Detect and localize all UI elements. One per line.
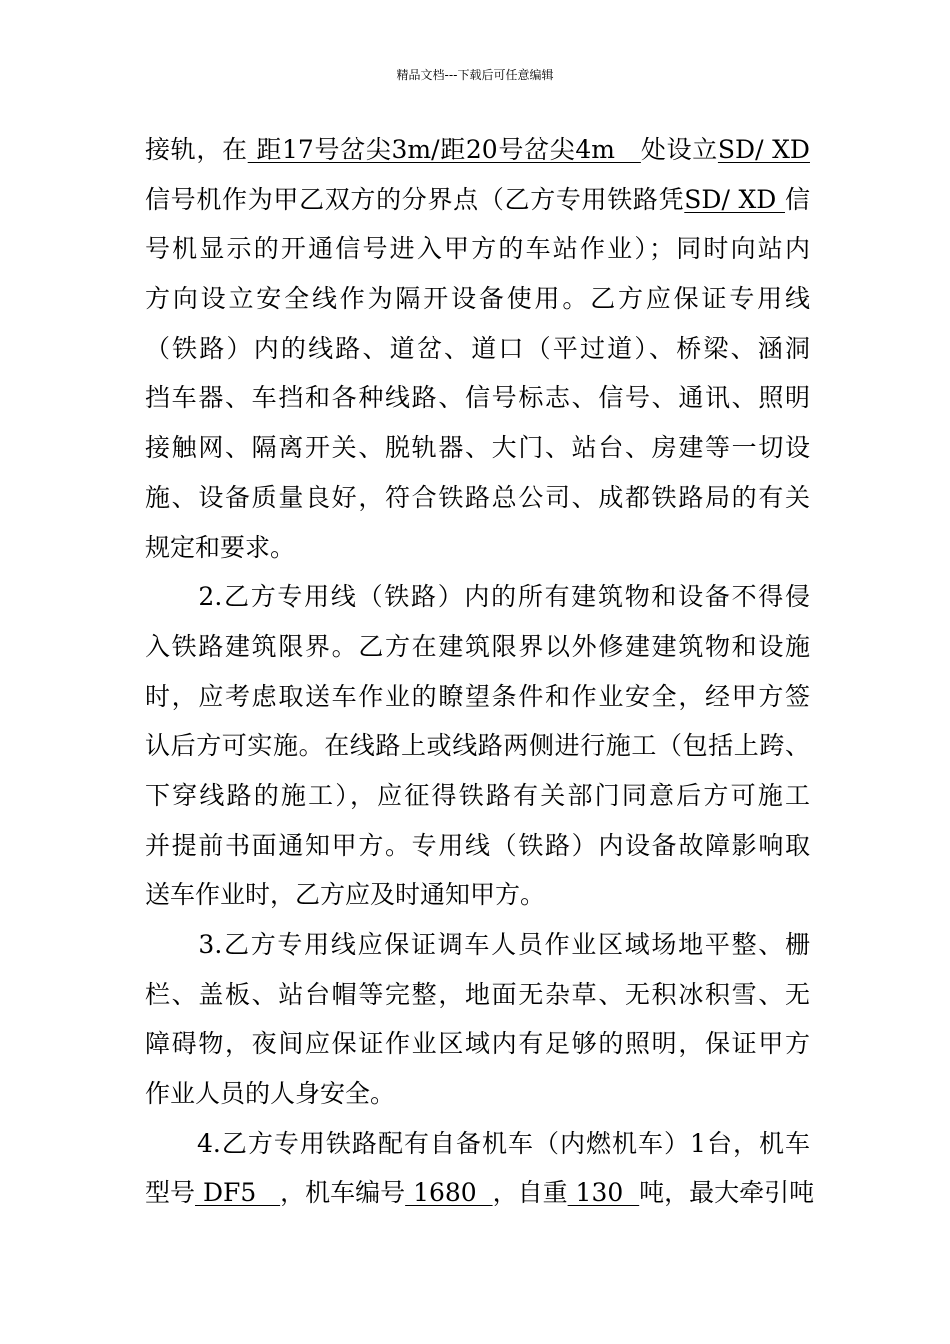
text-segment: 认后方可实施。在线路上或线路两侧进行施工（包括上跨、 — [145, 731, 810, 761]
text-segment: ，机车编号 — [280, 1178, 406, 1208]
text-line — [145, 920, 810, 970]
filled-blank: 距17号岔尖3m/距20号岔尖4m — [247, 135, 641, 164]
text-line — [145, 1168, 815, 1218]
text-segment: 2.乙方专用线（铁路）内的所有建筑物和设备不得侵 — [145, 582, 810, 612]
text-line — [145, 572, 810, 622]
text-segment: 规定和要求。 — [145, 532, 296, 562]
text-line — [145, 274, 810, 324]
text-line — [145, 870, 810, 920]
text-segment: 接触网、隔离开关、脱轨器、大门、站台、房建等一切设 — [145, 433, 810, 463]
text-line — [145, 373, 810, 423]
filled-blank: SD/ XD — [717, 135, 810, 164]
text-line — [145, 423, 810, 473]
text-line — [145, 721, 810, 771]
text-line — [145, 473, 810, 523]
text-segment: 时，应考虑取送车作业的瞭望条件和作业安全，经甲方签 — [145, 681, 810, 711]
text-segment: 栏、盖板、站台帽等完整，地面无杂草、无积冰积雪、无 — [145, 979, 810, 1009]
text-segment: 施、设备质量良好，符合铁路总公司、成都铁路局的有关 — [145, 482, 810, 512]
text-line — [145, 324, 810, 374]
filled-blank: SD/ XD — [684, 184, 785, 214]
text-line — [145, 523, 810, 573]
text-segment: 4.乙方专用铁路配有自备机车（内燃机车）1台，机车 — [145, 1128, 810, 1158]
text-segment: （铁路）内的线路、道岔、道口（平过道）、桥梁、涵洞 — [145, 333, 810, 363]
text-segment: 3.乙方专用线应保证调车人员作业区域场地平整、栅 — [145, 930, 810, 959]
text-segment: 作业人员的人身安全。 — [145, 1079, 396, 1109]
text-segment: 信 — [784, 184, 810, 214]
text-line — [145, 1069, 810, 1119]
text-line — [145, 672, 810, 722]
filled-blank: DF5 — [195, 1178, 281, 1208]
text-line — [145, 1019, 810, 1069]
text-segment: 挡车器、车挡和各种线路、信号标志、信号、通讯、照明 — [145, 383, 810, 413]
text-segment: 型号 — [145, 1178, 196, 1208]
text-segment: 障碍物，夜间应保证作业区域内有足够的照明，保证甲方 — [145, 1029, 810, 1059]
filled-blank: 1680 — [405, 1178, 493, 1208]
filled-blank: 130 — [567, 1178, 640, 1208]
text-line — [145, 125, 810, 175]
text-line — [145, 1119, 810, 1169]
text-segment: 入铁路建筑限界。乙方在建筑限界以外修建建筑物和设施 — [145, 631, 810, 661]
text-segment: 并提前书面通知甲方。专用线（铁路）内设备故障影响取 — [145, 830, 810, 860]
text-line — [145, 622, 810, 672]
text-segment: 方向设立安全线作为隔开设备使用。乙方应保证专用线 — [145, 284, 810, 314]
text-segment: 送车作业时，乙方应及时通知甲方。 — [145, 880, 546, 910]
text-segment: 处设立 — [640, 135, 718, 164]
text-line — [145, 771, 810, 821]
text-segment: 吨，最大牵引吨 — [639, 1178, 815, 1208]
text-segment: 信号机作为甲乙双方的分界点（乙方专用铁路凭 — [145, 184, 685, 214]
text-segment: 号机显示的开通信号进入甲方的车站作业）；同时向站内 — [145, 234, 810, 264]
text-line — [145, 175, 810, 225]
document-body — [145, 125, 815, 1218]
text-line — [145, 224, 810, 274]
text-segment: 接轨，在 — [145, 135, 248, 164]
page-header: 精品文档---下载后可任意编辑 — [396, 68, 554, 82]
text-segment: ，自重 — [492, 1178, 568, 1208]
text-line — [145, 821, 810, 871]
text-segment: 下穿线路的施工），应征得铁路有关部门同意后方可施工 — [145, 780, 810, 810]
text-line — [145, 970, 810, 1020]
